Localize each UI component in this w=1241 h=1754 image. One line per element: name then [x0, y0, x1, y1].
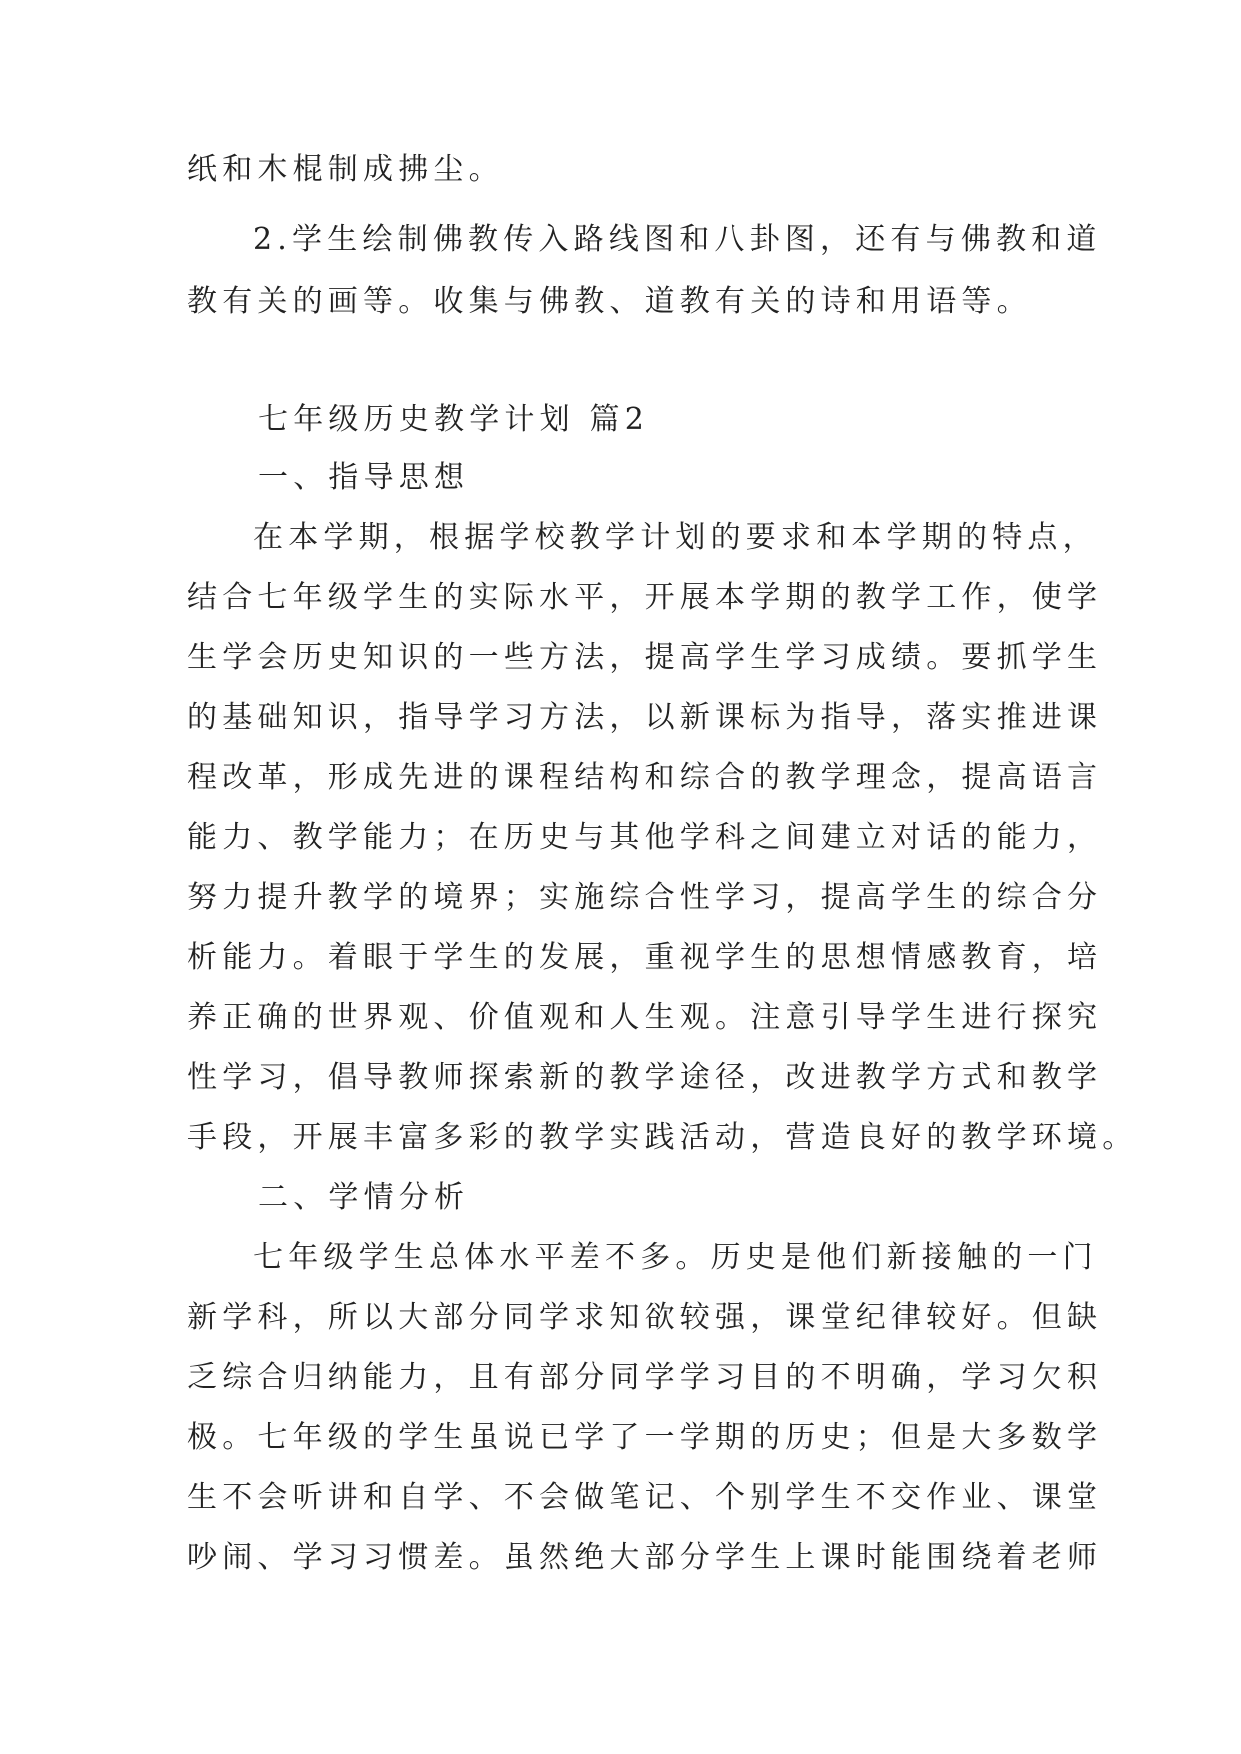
text-line-12: 努力提升教学的境界；实施综合性学习，提高学生的综合分	[187, 880, 1103, 915]
text-line-19: 新学科，所以大部分同学求知欲较强，课堂纪律较好。但缺	[187, 1300, 1103, 1335]
text-line-11: 能力、教学能力；在历史与其他学科之间建立对话的能力，	[187, 820, 1103, 855]
text-line-16: 手段，开展丰富多彩的教学实践活动，营造良好的教学环境。	[187, 1120, 1138, 1155]
text-line-21: 极。七年级的学生虽说已学了一学期的历史；但是大多数学	[187, 1420, 1103, 1455]
text-line-9: 的基础知识，指导学习方法，以新课标为指导，落实推进课	[187, 700, 1103, 735]
text-line-13: 析能力。着眼于学生的发展，重视学生的思想情感教育，培	[187, 940, 1103, 975]
text-line-8: 生学会历史知识的一些方法，提高学生学习成绩。要抓学生	[187, 640, 1103, 675]
text-line-7: 结合七年级学生的实际水平，开展本学期的教学工作，使学	[187, 580, 1103, 615]
text-line-2: 2.学生绘制佛教传入路线图和八卦图，还有与佛教和道	[253, 222, 1102, 257]
text-line-6: 在本学期，根据学校教学计划的要求和本学期的特点，	[253, 520, 1098, 555]
text-line-20: 乏综合归纳能力，且有部分同学学习目的不明确，学习欠积	[187, 1360, 1103, 1395]
section-title: 七年级历史教学计划 篇2	[258, 402, 650, 437]
text-line-10: 程改革，形成先进的课程结构和综合的教学理念，提高语言	[187, 760, 1103, 795]
text-line-22: 生不会听讲和自学、不会做笔记、个别学生不交作业、课堂	[187, 1480, 1103, 1515]
text-line-14: 养正确的世界观、价值观和人生观。注意引导学生进行探究	[187, 1000, 1103, 1035]
text-line-18: 七年级学生总体水平差不多。历史是他们新接触的一门	[253, 1240, 1098, 1275]
text-line-15: 性学习，倡导教师探索新的教学途径，改进教学方式和教学	[187, 1060, 1103, 1095]
heading-student-analysis: 二、学情分析	[258, 1180, 470, 1215]
heading-guiding-ideology: 一、指导思想	[258, 460, 470, 495]
text-line-1: 纸和木棍制成拂尘。	[187, 152, 504, 187]
text-line-3: 教有关的画等。收集与佛教、道教有关的诗和用语等。	[187, 284, 1032, 319]
text-line-23: 吵闹、学习习惯差。虽然绝大部分学生上课时能围绕着老师	[187, 1540, 1103, 1575]
